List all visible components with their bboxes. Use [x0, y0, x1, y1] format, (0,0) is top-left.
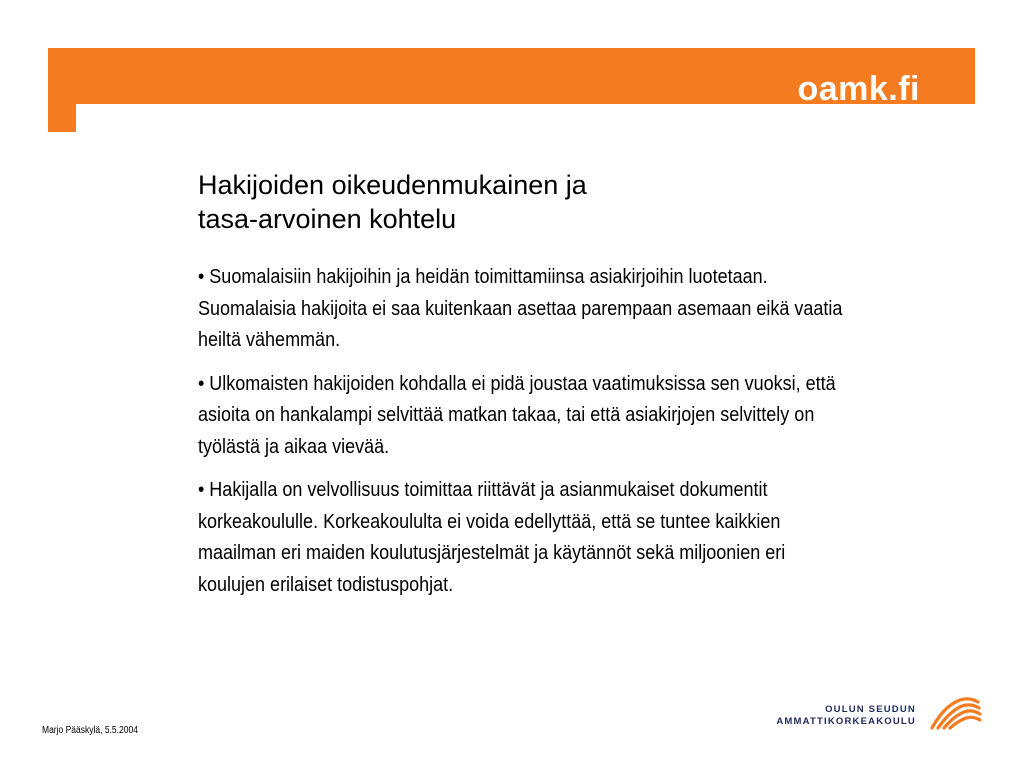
footer-logo-line-1: OULUN SEUDUN	[825, 704, 916, 715]
header-bar-left-tab	[48, 104, 76, 132]
slide-title-line-2: tasa-arvoinen kohtelu	[198, 204, 457, 234]
slide-title-line-1: Hakijoiden oikeudenmukainen ja	[198, 170, 587, 200]
bullet-paragraph: • Suomalaisiin hakijoihin ja heidän toimittamiinsa asiakirjoihin luotetaan. Suomalaisia hakijoita ei saa kuitenkaan asettaa parempaan asemaan eikä vaatia heiltä vähemmän.	[198, 266, 843, 351]
oamk-emblem-icon	[930, 696, 982, 730]
slide-title	[198, 168, 838, 236]
bullet-paragraph: • Hakijalla on velvollisuus toimittaa riittävät ja asianmukaiset dokumentit korkeakoululle. Korkeakoululta ei voida edellyttää, että se tuntee kaikkien maailman eri maiden koulutusjärjestelmät ja käytännöt sekä miljoonien eri koulujen erilaiset todistuspohjat.	[198, 479, 786, 596]
footer-author-date: Marjo Pääskylä, 5.5.2004	[42, 725, 138, 736]
header-bar-right-tab	[947, 76, 975, 104]
bullet-paragraph: • Ulkomaisten hakijoiden kohdalla ei pidä joustaa vaatimuksissa sen vuoksi, että asioita on hankalampi selvittää matkan takaa, tai että asiakirjojen selvittely on työlästä ja aikaa vievää.	[198, 372, 836, 458]
footer-logo-line-2: AMMATTIKORKEAKOULU	[776, 716, 916, 727]
slide-content	[198, 262, 888, 613]
header-site-label: oamk.fi	[797, 70, 920, 108]
footer-logo	[776, 696, 988, 736]
